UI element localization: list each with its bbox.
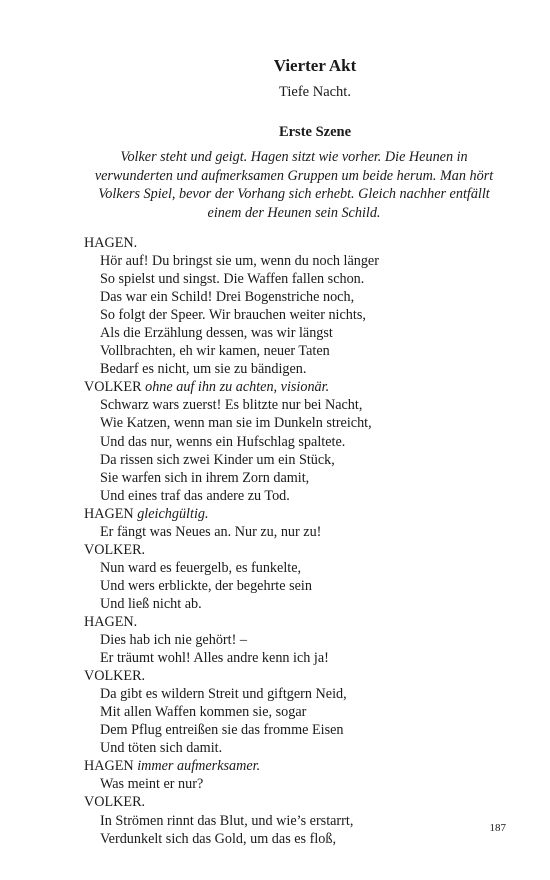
verse-line: Hör auf! Du bringst sie um, wenn du noch länger [100,253,379,270]
speaker-direction: ohne auf ihn zu achten, visionär. [145,379,330,396]
speaker-line [84,541,524,559]
scene-title: Erste Szene [278,124,352,140]
speaker-name: VOLKER. [84,668,146,685]
verse-line: Was meint er nur? [100,776,204,793]
verse-line: Schwarz wars zuerst! Es blitzte nur bei Nacht, [100,397,363,414]
speaker-name: VOLKER [84,379,142,396]
speaker-line [84,793,524,811]
verse-line: Da gibt es wildern Streit und giftgern Neid, [100,686,347,703]
verse-line: Sie warfen sich in ihrem Zorn damit, [100,469,310,486]
verse-line: Und eines traf das andere zu Tod. [100,487,290,504]
speaker-line [84,667,524,685]
verse-line: Bedarf es nicht, um sie zu bändigen. [100,361,307,378]
speaker-direction: gleichgültig. [137,505,209,522]
stage-direction: Volker steht und geigt. Hagen sitzt wie vorher. Die Heunen in verwunderten und aufmerksamen Gruppen um beide herum. Man hört Volkers Spiel, bevor der Vorhang sich erhebt. Gleich nachher entfällt einem der Heunen sein Schild. [94,149,494,221]
verse-line: Dies hab ich nie gehört! – [100,632,247,649]
verse-line: Das war ein Schild! Drei Bogenstriche noch, [100,289,355,306]
act-title: Vierter Akt [273,56,357,75]
speaker-line [84,757,524,775]
verse-line: Da rissen sich zwei Kinder um ein Stück, [100,451,335,468]
verse-line: Und töten sich damit. [100,740,223,757]
verse-line: Er träumt wohl! Alles andre kenn ich ja! [100,650,329,667]
dialogue-block [84,234,524,848]
verse-line: Und das nur, wenns ein Hufschlag spaltete. [100,433,346,450]
act-subtitle: Tiefe Nacht. [279,84,351,100]
verse-line: Dem Pflug entreißen sie das fromme Eisen [100,722,344,739]
speaker-name: HAGEN. [84,235,138,251]
verse-line: Wie Katzen, wenn man sie im Dunkeln streicht, [100,415,372,432]
verse-line: Als die Erzählung dessen, was wir längst [100,325,333,342]
speaker-line [84,234,524,252]
speaker-name: VOLKER. [84,794,146,811]
speaker-name: HAGEN. [84,613,138,630]
speaker-line [84,613,524,631]
speaker-name: HAGEN [84,505,134,522]
verse-line: Mit allen Waffen kommen sie, sogar [100,704,307,721]
speaker-name: VOLKER. [84,541,146,558]
verse-line: Und ließ nicht ab. [100,595,202,612]
verse-line: Verdunkelt sich das Gold, um das es floß, [100,830,337,847]
verse-line: Und wers erblickte, der begehrte sein [100,577,312,594]
speaker-line [84,378,524,396]
verse-line: In Strömen rinnt das Blut, und wie’s erstarrt, [100,812,354,829]
verse-line: Er fängt was Neues an. Nur zu, nur zu! [100,523,322,540]
speaker-name: HAGEN [84,758,134,775]
page-number: 187 [489,822,506,834]
speaker-direction: immer aufmerksamer. [137,758,261,775]
verse-line: So spielst und singst. Die Waffen fallen schon. [100,271,365,288]
verse-line: Nun ward es feuergelb, es funkelte, [100,559,302,576]
speaker-line [84,505,524,523]
verse-line: So folgt der Speer. Wir brauchen weiter nichts, [100,307,366,324]
verse-line: Vollbrachten, eh wir kamen, neuer Taten [100,343,330,360]
